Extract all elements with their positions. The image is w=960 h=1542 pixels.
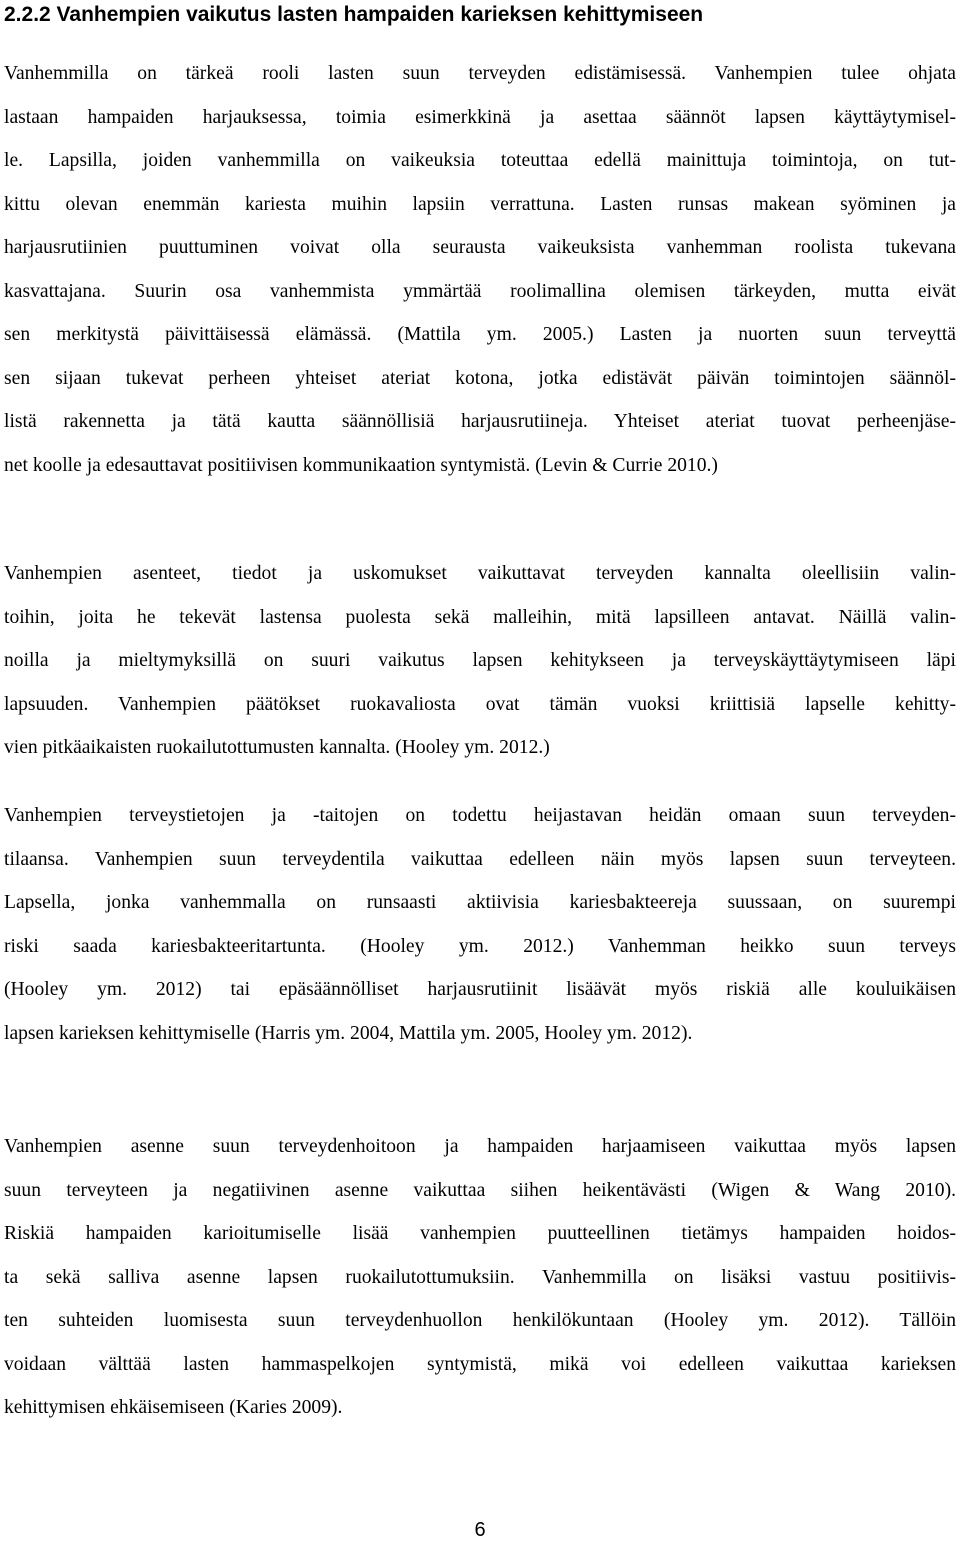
text-line: suun terveyteen ja negatiivinen asenne vaikuttaa siihen heikentävästi (Wigen & Wang 2010).: [4, 1179, 956, 1201]
text-line: kittu olevan enemmän kariesta muihin lapsiin verrattuna. Lasten runsas makean syöminen ja: [4, 193, 956, 215]
text-line: sen merkitystä päivittäisessä elämässä. (Mattila ym. 2005.) Lasten ja nuorten suun terveyttä: [4, 324, 956, 345]
text-line: sen sijaan tukevat perheen yhteiset ateriat kotona, jotka edistävät päivän toimintojen säännöl-: [4, 367, 956, 389]
text-line: harjausrutiinien puuttuminen voivat olla seurausta vaikeuksista vanhemman roolista tukevana: [4, 237, 956, 258]
text-line: kasvattajana. Suurin osa vanhemmista ymmärtää roolimallina olemisen tärkeyden, mutta eivät: [4, 280, 956, 302]
text-line: Vanhempien terveystietojen ja -taitojen on todettu heijastavan heidän omaan suun terveyden-: [4, 805, 956, 826]
text-line: toihin, joita he tekevät lastensa puolesta sekä malleihin, mitä lapsilleen antavat. Näillä valin-: [4, 606, 956, 628]
text-line: Vanhempien asenne suun terveydenhoitoon ja hampaiden harjaamiseen vaikuttaa myös lapsen: [4, 1136, 956, 1157]
text-line: Vanhemmilla on tärkeä rooli lasten suun terveyden edistämisessä. Vanhempien tulee ohjata: [4, 63, 956, 84]
text-line: vien pitkäaikaisten ruokailutottumusten kannalta. (Hooley ym. 2012.): [4, 737, 550, 758]
text-line: tilaansa. Vanhempien suun terveydentila vaikuttaa edelleen näin myös lapsen suun terveyteen.: [4, 848, 956, 870]
text-line: Riskiä hampaiden karioitumiselle lisää vanhempien puutteellinen tietämys hampaiden hoidos-: [4, 1223, 956, 1244]
text-line: voidaan välttää lasten hammaspelkojen syntymistä, mikä voi edelleen vaikuttaa karieksen: [4, 1353, 956, 1375]
paragraph-parental-health: [4, 794, 956, 1055]
text-line: net koolle ja edesauttavat positiivisen kommunikaation syntymistä. (Levin & Currie 2010.): [4, 454, 718, 476]
text-line: (Hooley ym. 2012) tai epäsäännölliset harjausrutiinit lisäävät myös riskiä alle kouluikäisen: [4, 979, 956, 1000]
text-line: le. Lapsilla, joiden vanhemmilla on vaikeuksia toteuttaa edellä mainittuja toimintoja, on tut-: [4, 150, 956, 171]
paragraph-parental-role: [4, 52, 956, 487]
text-line: riski saada kariesbakteeritartunta. (Hooley ym. 2012.) Vanhemman heikko suun terveys: [4, 935, 956, 957]
text-line: noilla ja mieltymyksillä on suuri vaikutus lapsen kehitykseen ja terveyskäyttäytymiseen läpi: [4, 650, 956, 671]
text-line: ta sekä salliva asenne lapsen ruokailutottumuksiin. Vanhemmilla on lisäksi vastuu positiivis-: [4, 1266, 956, 1288]
text-line: Vanhempien asenteet, tiedot ja uskomukset vaikuttavat terveyden kannalta oleellisiin valin-: [4, 563, 956, 584]
text-line: Lapsella, jonka vanhemmalla on runsaasti aktiivisia kariesbakteereja suussaan, on suurempi: [4, 892, 956, 913]
paragraph-parental-attitude-care: [4, 1125, 956, 1430]
page-number: 6: [474, 1519, 486, 1541]
text-line: listä rakennetta ja tätä kautta säännöllisiä harjausrutiineja. Yhteiset ateriat tuovat perheenjäse-: [4, 411, 956, 432]
text-line: kehittymisen ehkäisemiseen (Karies 2009).: [4, 1397, 343, 1418]
text-line: lastaan hampaiden harjauksessa, toimia esimerkkinä ja asettaa säännöt lapsen käyttäytymisel-: [4, 106, 956, 128]
section-heading: 2.2.2 Vanhempien vaikutus lasten hampaiden karieksen kehittymiseen: [4, 3, 704, 26]
text-line: ten suhteiden luomisesta suun terveydenhuollon henkilökuntaan (Hooley ym. 2012). Tällöin: [4, 1310, 956, 1331]
text-line: lapsen karieksen kehittymiselle (Harris ym. 2004, Mattila ym. 2005, Hooley ym. 2012).: [4, 1022, 693, 1044]
text-line: lapsuuden. Vanhempien päätökset ruokavaliosta ovat tämän vuoksi kriittisiä lapselle kehitty-: [4, 693, 956, 715]
paragraph-parental-attitudes: [4, 552, 956, 770]
